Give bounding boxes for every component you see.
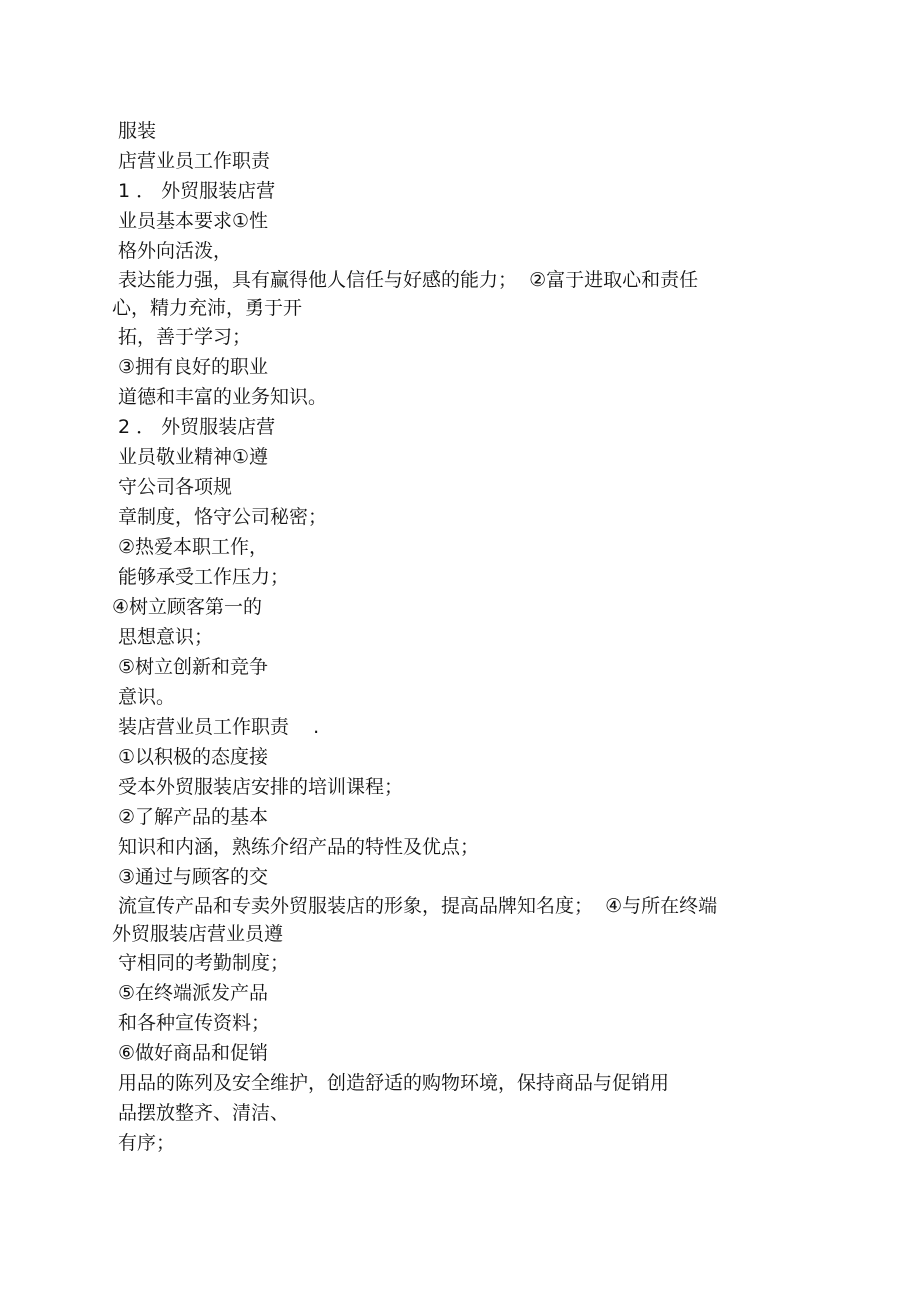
text-line: 受本外贸服装店安排的培训课程； (118, 776, 404, 798)
text-line: ③拥有良好的职业 (118, 356, 269, 378)
text-line: 业员基本要求①性 (118, 210, 269, 232)
text-line: ②了解产品的基本 (118, 806, 269, 828)
text-line: 守相同的考勤制度； (118, 952, 290, 974)
text-line: ⑤在终端派发产品 (118, 982, 269, 1004)
text-line: 心，精力充沛，勇于开 (112, 297, 303, 319)
text-line: 流宣传产品和专卖外贸服装店的形象，提高品牌知名度； ④与所在终端 (118, 895, 718, 917)
text-line: 格外向活泼， (118, 240, 233, 262)
text-line: 1 ． 外贸服装店营 (118, 180, 276, 202)
text-line: ④树立顾客第一的 (112, 596, 263, 618)
text-line: 2 ． 外贸服装店营 (118, 416, 276, 438)
text-line: ⑥做好商品和促销 (118, 1042, 269, 1064)
text-line: 知识和内涵，熟练介绍产品的特性及优点； (118, 836, 480, 858)
text-line: 有序； (118, 1132, 176, 1154)
text-line: 意识。 (118, 686, 176, 708)
text-line: 和各种宣传资料； (118, 1012, 271, 1034)
text-line: 拓，善于学习； (118, 326, 252, 348)
text-line: 能够承受工作压力； (118, 566, 290, 588)
text-line: 道德和丰富的业务知识。 (118, 386, 328, 408)
text-line: ③通过与顾客的交 (118, 866, 269, 888)
document-body (112, 116, 812, 1158)
text-line: 表达能力强，具有赢得他人信任与好感的能力； ②富于进取心和责任 (118, 269, 699, 291)
text-line: 品摆放整齐、清洁、 (118, 1102, 290, 1124)
text-line: 店营业员工作职责 (118, 150, 271, 172)
text-line: 用品的陈列及安全维护，创造舒适的购物环境，保持商品与促销用 (118, 1072, 670, 1094)
text-line: 装店营业员工作职责 . (118, 716, 320, 738)
text-line: ②热爱本职工作， (118, 536, 269, 558)
text-line: 守公司各项规 (118, 476, 233, 498)
text-line: ⑤树立创新和竞争 (118, 656, 269, 678)
text-line: 业员敬业精神①遵 (118, 446, 269, 468)
text-line: 外贸服装店营业员遵 (112, 923, 284, 945)
text-line: 服装 (118, 120, 157, 142)
text-line: 章制度，恪守公司秘密； (118, 506, 328, 528)
text-line: ①以积极的态度接 (118, 746, 269, 768)
text-line: 思想意识； (118, 626, 214, 648)
